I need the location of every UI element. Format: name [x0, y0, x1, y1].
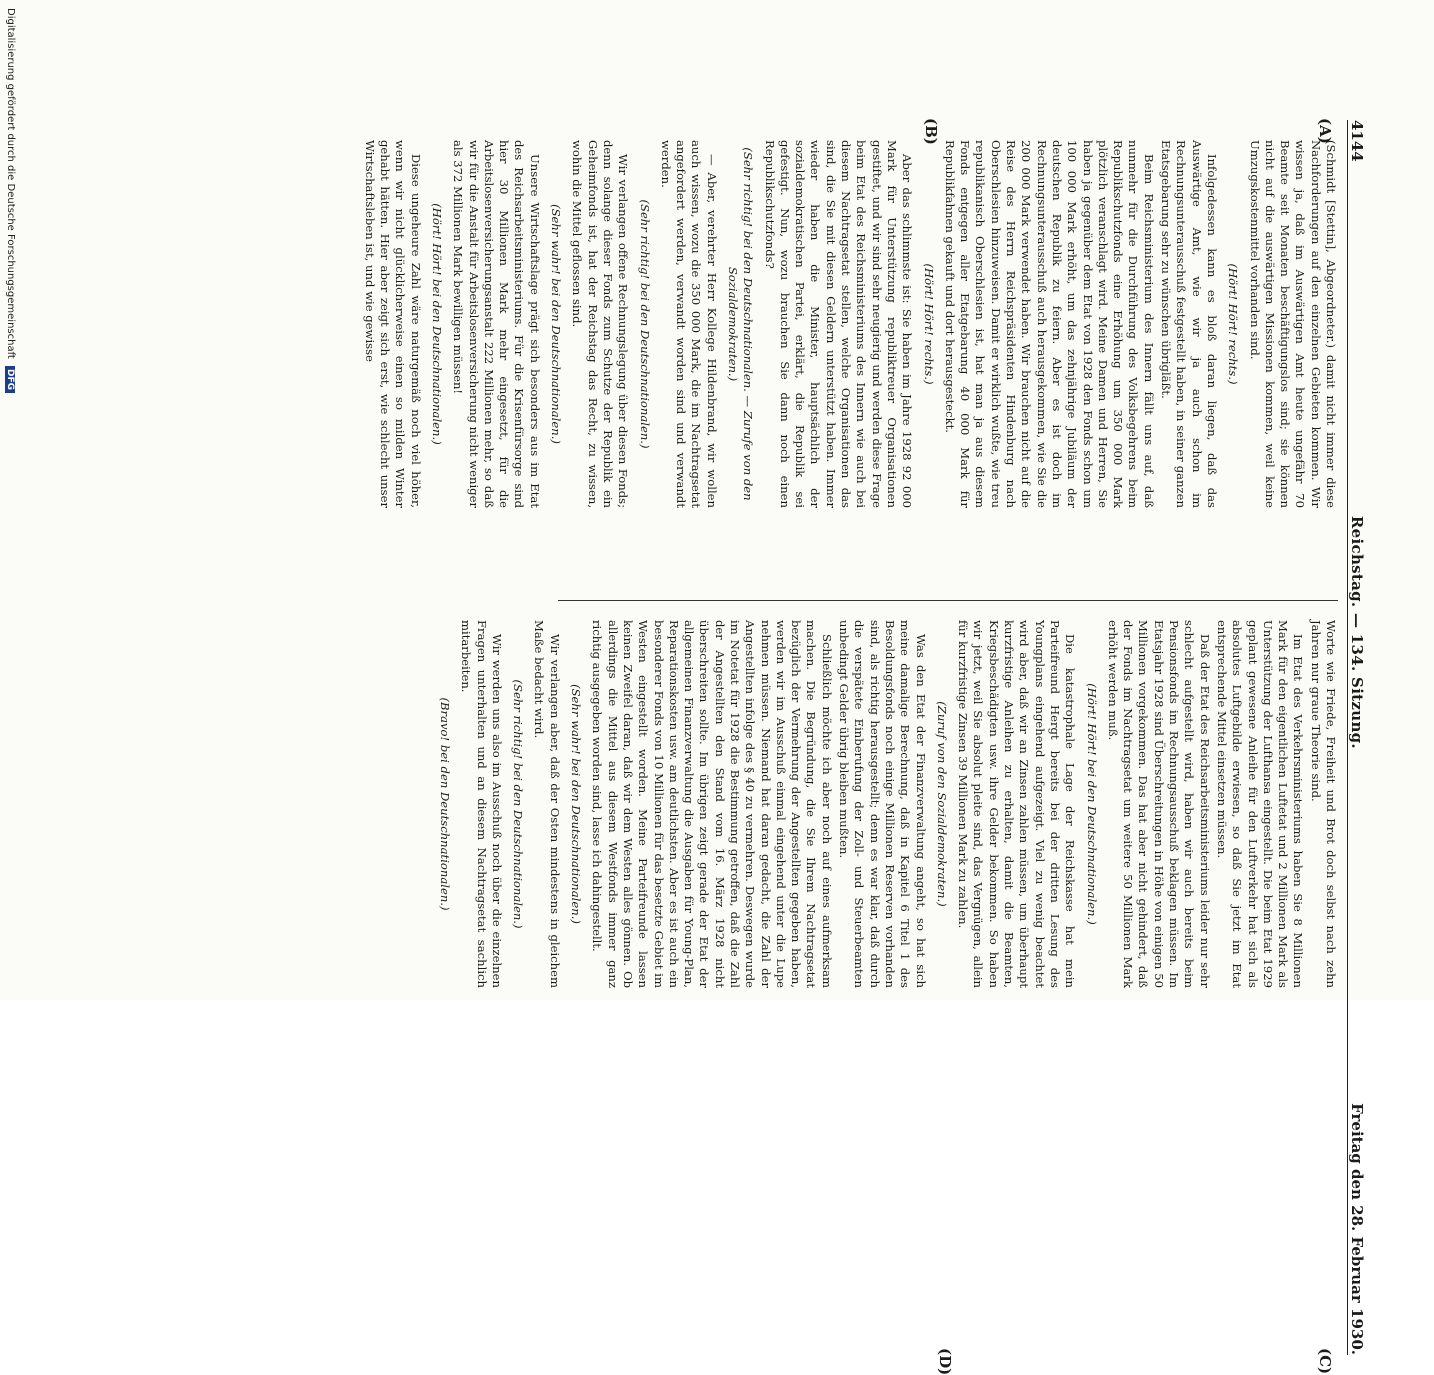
- right-column: [431, 620, 1338, 988]
- dfg-logo: DFG: [5, 366, 15, 393]
- column-divider: [558, 600, 1338, 601]
- paragraph: Die katastrophale Lage der Reichskasse hat mein Parteifreund Hergt bereits bei der dritten Lesung des Youngplans eingehend aufgezeigt. Viel zu wenig beachtet wird aber, daß wir an Zinsen zahlen müssen, um überhaupt kurzfristige Anleihen zu erhalten, damit die Beamten, Kriegsbeschädigten usw. ihre Gelder bekommen. So haben wir jetzt, weil Sie absolut pleite sind, das Vergnügen, allein für kurzfristige Zinsen 39 Millionen Mark zu zahlen.: [956, 620, 1078, 988]
- paragraph: Wir verlangen aber, daß der Osten mindestens in gleichem Maße bedacht wird.: [532, 620, 562, 988]
- interjection: (Sehr wahr! bei den Deutschnationalen.): [569, 684, 584, 924]
- paragraph: Diese ungeheure Zahl wäre naturgemäß noch viel höher, wenn wir nicht glücklicherweise einen so milden Winter gehabt hätten. Hier aber zeigt sich erst, wie schlecht unser Wirtschaftsleben ist, und wie gewisse: [362, 140, 423, 508]
- interjection: (Bravo! bei den Deutschnationalen.): [437, 697, 452, 911]
- margin-mark-d: (D): [936, 1348, 954, 1375]
- interjection: (Zuruf von den Sozialdemokraten.): [934, 701, 949, 907]
- margin-mark-c: (C): [1316, 1348, 1334, 1375]
- interjection: (Hört! Hört! rechts.): [1226, 263, 1241, 385]
- session-title: Reichstag. — 134. Sitzung.: [1348, 515, 1366, 749]
- paragraph: — Aber, verehrter Herr Kollege Hildenbrand, wir wollen auch wissen, wozu die 350 000 Mark, die im Nachtragsetat angefordert werden, verwandt worden sind und verwandt werden.: [658, 140, 719, 508]
- page-number: 4144: [1348, 120, 1366, 162]
- paragraph: (Schmidt [Stettin], Abgeordneter.) damit nicht immer diese Nachforderungen auf den einzelnen Gebieten kommen. Wir wissen ja, daß im Auswärtigen Amt heute ungefähr 70 Beamte seit Monaten beschäftigungslos sind; sie können nicht auf die auswärtigen Missionen kommen, weil keine Umzugskostenmittel vorhanden sind.: [1247, 140, 1338, 508]
- paragraph: Beim Reichsministerium des Innern fällt uns auf, daß nunmehr für die Durchführung des Volksbegehrens beim Republikschutzfonds eine Erhöhung um 350 000 Mark plötzlich veranschlagt wird. Meine Damen und Herren, Sie haben ja gegenüber dem Etat von 1928 den Fonds schon um 100 000 Mark erhöht, um das zehnjährige Jubiläum der deutschen Republik zu feiern. Aber es ist doch im Rechnungsunterausschuß auch herausgekommen, wie Sie die 200 000 Mark verwendet haben. Wir brauchen nicht auf die Reise des Herrn Reichspräsidenten Hindenburg nach Oberschlesien hinzuweisen. Damit er wirklich wußte, wie treu republikanisch Oberschlesien ist, hat man ja aus diesem Fonds entgegen aller Etatgebarung 40 000 Mark für Republikfahnen gekauft und dort herausgesteckt.: [942, 140, 1156, 508]
- interjection: (Sehr richtig! bei den Deutschnationalen.): [511, 679, 526, 929]
- margin-mark-b: (B): [922, 118, 940, 145]
- digitization-credit: [5, 8, 16, 988]
- interjection: (Sehr richtig! bei den Deutschnationalen.): [637, 199, 652, 449]
- margin-mark-a: (A): [1316, 118, 1334, 144]
- interjection: (Hört! Hört! bei den Deutschnationalen.): [1084, 683, 1099, 925]
- paragraph: Unsere Wirtschaftslage prägt sich besonders aus im Etat des Reichsarbeitsministeriums. Für die Krisenfürsorge sind hier 30 Millionen Mark mehr eingesetzt, für die Arbeitslosenversicherungsanstalt 222 Millionen mehr, so daß wir für die Anstalt für Arbeitslosenversicherung nicht weniger als 372 Millionen Mark bewilligen müssen!: [451, 140, 542, 508]
- credit-text: Digitalisierung gefördert durch die Deutsche Forschungsgemeinschaft: [5, 8, 16, 359]
- paragraph: Daß der Etat des Reichsarbeitsministeriums leider nur sehr schlecht aufgestellt wird, haben wir auch bereits beim Pensionsfonds im Rechnungsausschuß beklagen müssen. Im Etatsjahr 1928 sind Überschreitungen in Höhe von einigen 50 Millionen vorgekommen. Das hat aber nicht gehindert, daß der Fonds im Nachtragsetat um weitere 50 Millionen Mark erhöht werden muß.: [1105, 620, 1212, 988]
- paragraph: Infolgedessen kann es bloß daran liegen, daß das Auswärtige Amt, wie wir ja auch schon im Rechnungsunterausschuß festgestellt haben, in seiner ganzen Etatsgebarung sehr zu wünschen übrigläßt.: [1159, 140, 1219, 508]
- interjection: (Sehr wahr! bei den Deutschnationalen.): [549, 204, 564, 444]
- interjection: (Hört! Hört! rechts.): [921, 263, 936, 385]
- paragraph: Wir verlangen offene Rechnungslegung über diesen Fonds; denn solange dieser Fonds zum Schutze der Republik ein Geheimfonds ist, hat der Reichstag das Recht, zu wissen, wohin die Mittel geflossen sind.: [570, 140, 631, 508]
- session-date: Freitag den 28. Februar 1930.: [1348, 1103, 1366, 1355]
- interjection: (Hört! Hört! bei den Deutschnationalen.): [429, 203, 444, 445]
- left-column: [359, 140, 1338, 508]
- running-head: [1347, 120, 1374, 1355]
- paragraph: Wir werden uns also im Ausschuß noch über die einzelnen Fragen unterhalten und an diesem Nachtragsetat sachlich mitarbeiten.: [459, 620, 504, 988]
- paragraph: Im Etat des Verkehrsministeriums haben Sie 8 Millionen Mark für den eigentlichen Luftetat und 2 Millionen Mark als Unterstützung der Lufthansa eingestellt. Die beim Etat 1929 geplant gewesene Anleihe für den Luftverkehr hat sich als absolutes Luftgebilde erwiesen, so daß Sie jetzt im Etat entsprechende Mittel einsetzen müssen.: [1214, 620, 1306, 988]
- interjection: (Sehr richtig! bei den Deutschnationalen. — Zurufe von den Sozialdemokraten.): [726, 147, 756, 501]
- paragraph: Aber das schlimmste ist: Sie haben im Jahre 1928 92 000 Mark für Unterstützung republiktreuer Organisationen gestiftet, und wir sind sehr neugierig und werden diese Frage beim Etat des Reichsministeriums des Innern wie auch bei diesem Nachtragsetat stellen, welche Organisationen das sind, die Sie mit diesen Geldern unterstützt haben. Immer wieder haben die Minister, hauptsächlich der sozialdemokratischen Partei, erklärt, die Republik sei gefestigt. Nun, wozu brauchen Sie dann noch einen Republikschutzfonds?: [762, 140, 915, 508]
- paragraph: Worte wie Friede, Freiheit und Brot doch selbst nach zehn Jahren nur graue Theorie sind.: [1308, 620, 1338, 988]
- paragraph: Schließlich möchte ich aber noch auf eines aufmerksam machen. Die Begründung, die Sie Ihrem Nachtragsetat bezüglich der Vermehrung der Angestellten gegeben haben, werden wir im Ausschuß einmal eingehend unter die Lupe nehmen müssen. Niemand hat daran gedacht, die Zahl der Angestellten infolge des § 40 zu vermehren. Deswegen wurde im Notetat für 1928 die Bestimmung getroffen, daß die Zahl der Angestellten den Stand vom 16. März 1928 nicht überschreiten sollte. Im übrigen zeigt gerade der Etat der allgemeinen Finanzverwaltung die Ausgaben für Young-Plan, Reparationskosten usw. am deutlichsten. Aber es ist auch ein besonderer Fonds von 10 Millionen für das besetzte Gebiet im Westen eingestellt worden. Meine Parteifreunde lassen keinen Zweifel daran, daß wir dem Westen alles gönnen. Ob allerdings die Mittel aus diesem Westfonds immer ganz richtig ausgegeben worden sind, lasse ich dahingestellt.: [590, 620, 834, 988]
- paragraph: Was den Etat der Finanzverwaltung angeht, so hat sich meine damalige Berechnung, daß in Kapitel 6 Titel 1 des Besoldungsfonds noch einige Millionen Reserven vorhanden sind, als richtig herausgestellt; denn es war klar, daß durch die verspätete Einberufung der Zoll- und Steuerbeamten unbedingt Gelder übrig bleiben mußten.: [837, 620, 928, 988]
